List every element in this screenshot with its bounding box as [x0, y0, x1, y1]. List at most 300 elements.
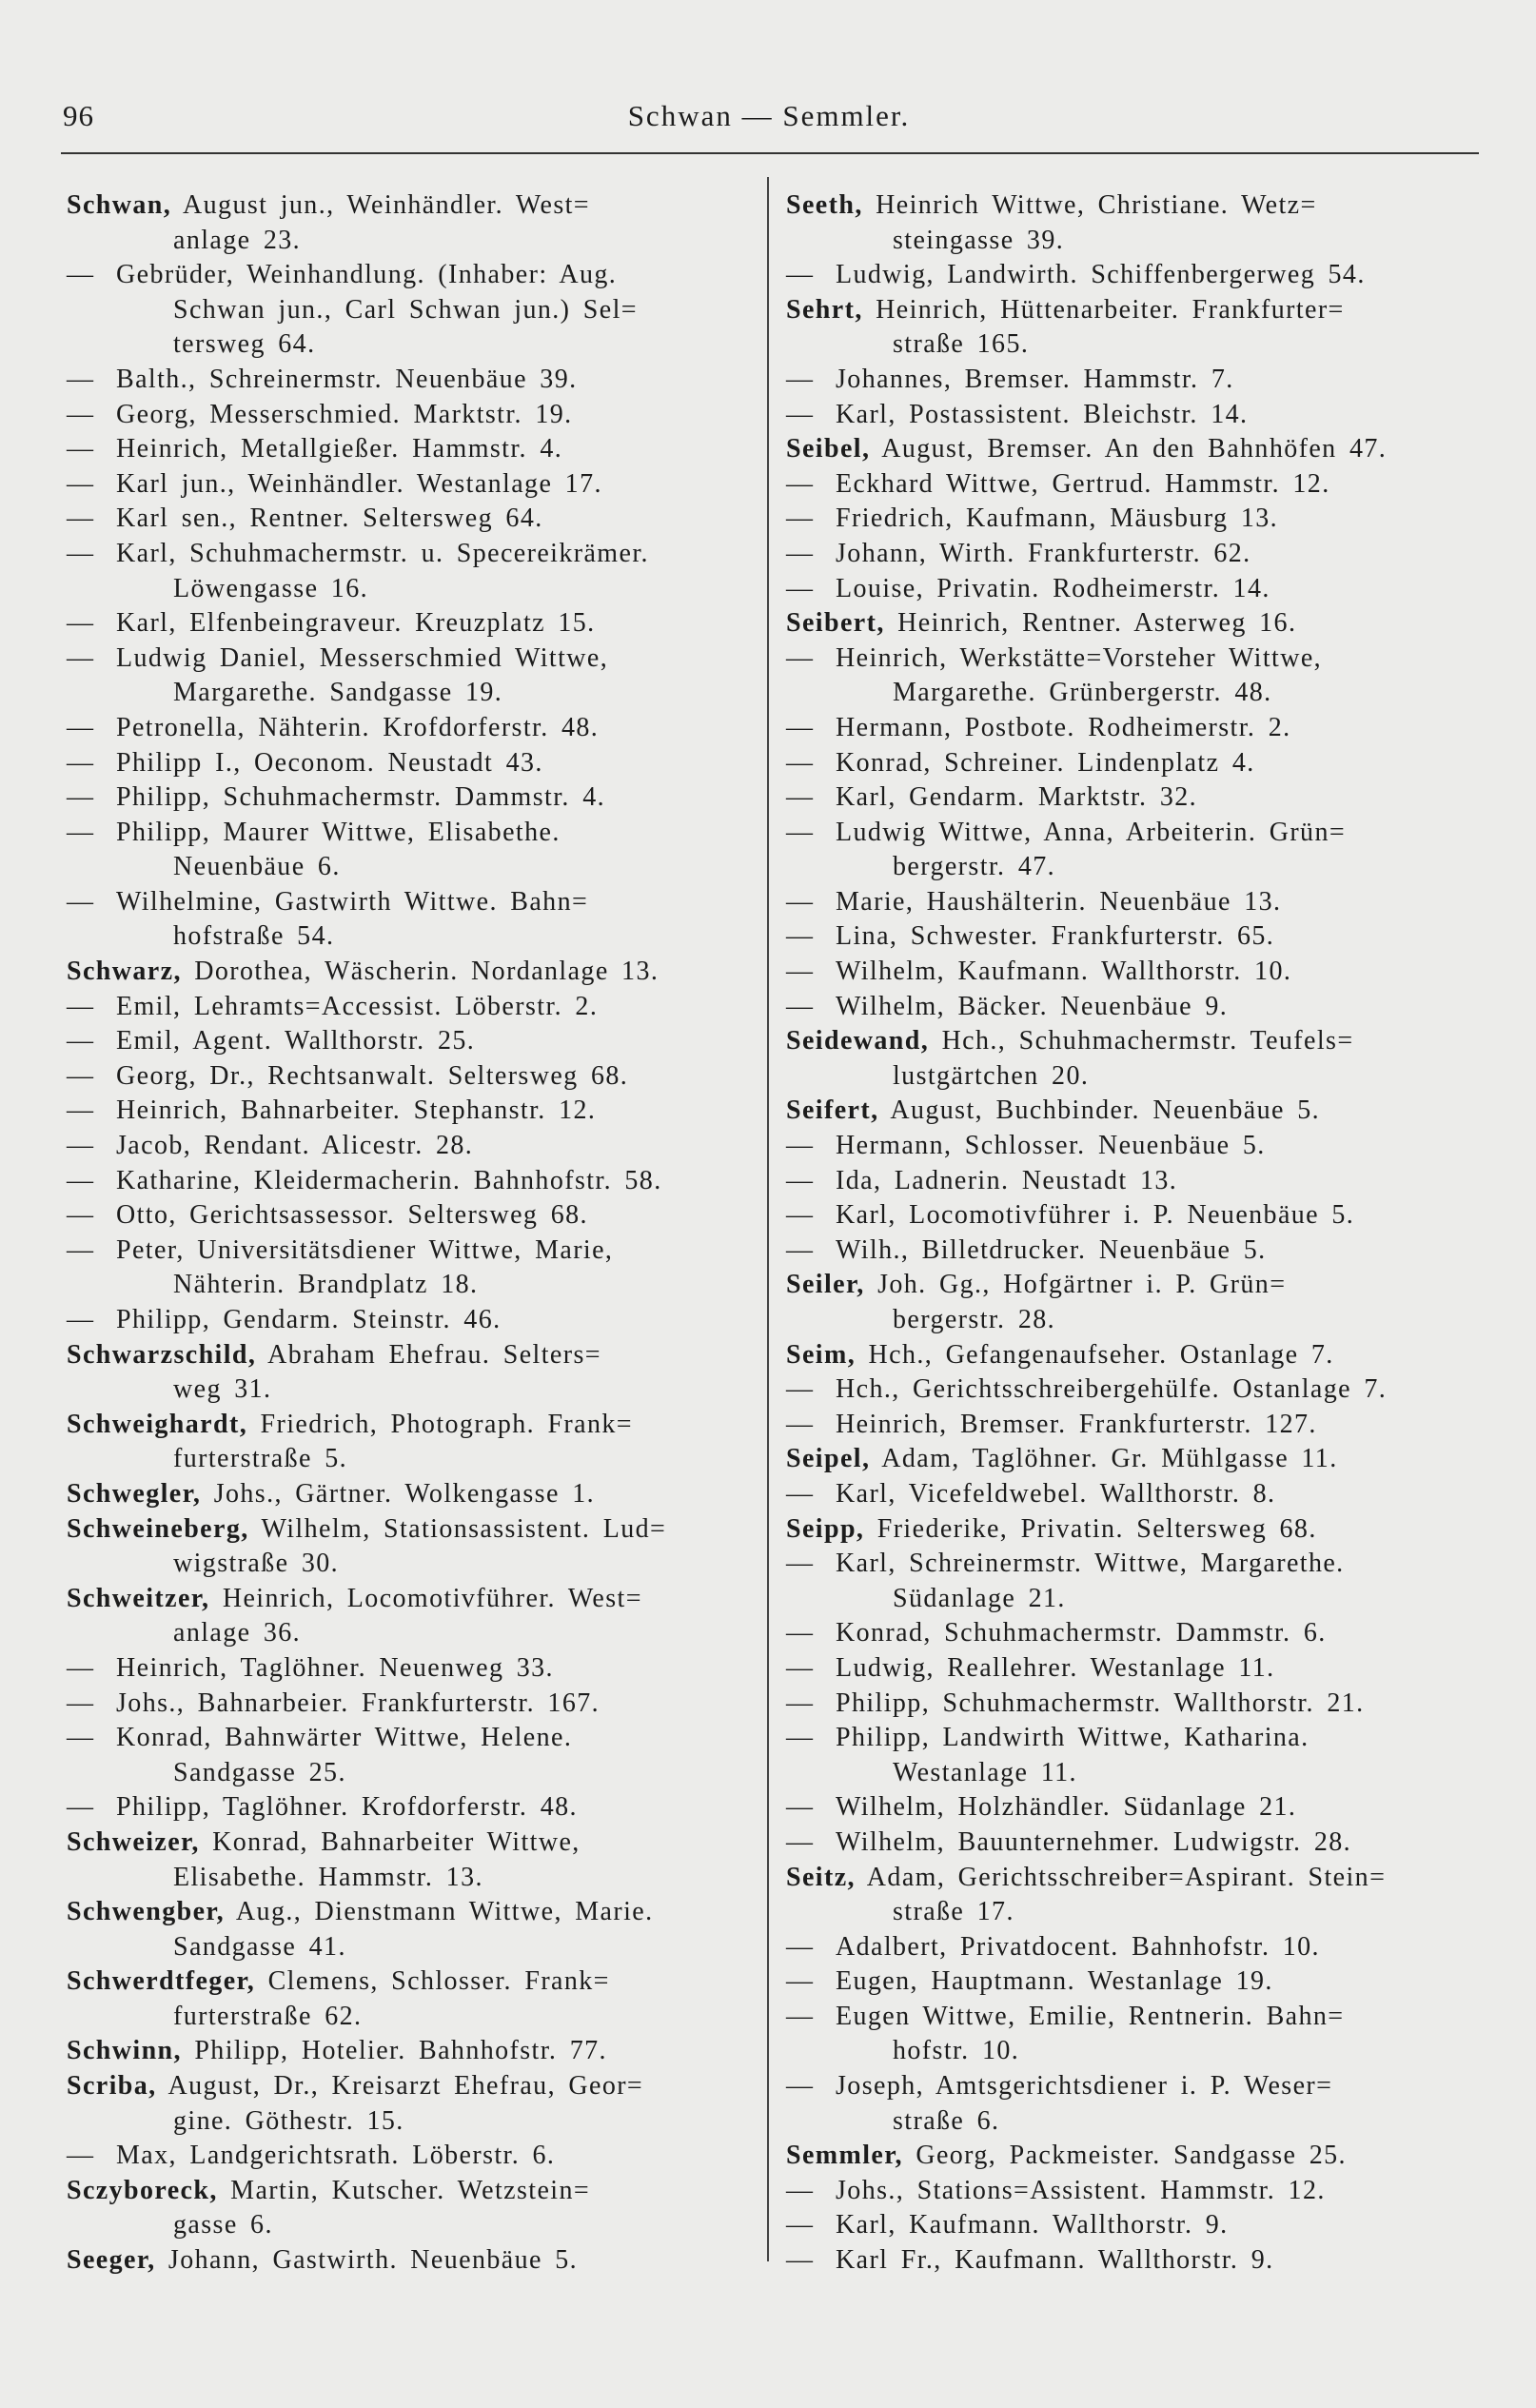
entry-text: Johs., Bahnarbeier. Frankfurterstr. 167.	[116, 1688, 601, 1718]
directory-entry	[786, 572, 1481, 607]
directory-entry	[786, 1826, 1481, 1861]
entry-text: Philipp I., Oeconom. Neustadt 43.	[116, 747, 543, 778]
directory-entry	[67, 398, 761, 433]
entry-text: Heinrich, Locomotivführer. West=	[222, 1583, 642, 1613]
entry-first-line	[786, 1477, 1481, 1512]
entry-text: Joh. Gg., Hofgärtner i. P. Grün=	[877, 1270, 1287, 1300]
repeat-dash: —	[67, 260, 95, 290]
entry-text: Emil, Agent. Wallthorstr. 25.	[116, 1026, 476, 1056]
directory-entry	[786, 2139, 1481, 2174]
entry-text: Karl, Locomotivführer i. P. Neuenbäue 5.	[836, 1200, 1355, 1231]
entry-text: Konrad, Bahnwärter Wittwe, Helene.	[116, 1723, 573, 1753]
entry-text: Philipp, Maurer Wittwe, Elisabethe.	[116, 817, 561, 847]
entry-text: Karl, Vicefeldwebel. Wallthorstr. 8.	[836, 1478, 1276, 1509]
entry-first-line	[786, 919, 1481, 955]
entry-continuation-line	[786, 1895, 1481, 1930]
repeat-dash: —	[786, 2001, 815, 2031]
entry-continuation-line	[67, 919, 761, 955]
entry-text: wigstraße 30.	[173, 1549, 340, 1579]
entry-text: Aug., Dienstmann Wittwe, Marie.	[235, 1897, 654, 1927]
directory-entry	[67, 746, 761, 781]
surname: Semmler,	[786, 2141, 903, 2171]
entry-text: Louise, Privatin. Rodheimerstr. 14.	[836, 573, 1270, 603]
entry-first-line	[786, 1094, 1481, 1129]
entry-continuation-line	[67, 1756, 761, 1791]
directory-entry	[67, 2069, 761, 2139]
entry-continuation-line	[786, 1756, 1481, 1791]
entry-first-line	[67, 1303, 761, 1338]
entry-text: Wilhelm, Bauunternehmer. Ludwigstr. 28.	[836, 1826, 1352, 1857]
entry-text: Heinrich, Bremser. Frankfurterstr. 127.	[836, 1409, 1317, 1439]
directory-entry	[786, 1616, 1481, 1651]
directory-entry	[786, 1024, 1481, 1094]
surname: Seibert,	[786, 608, 885, 639]
directory-entry	[786, 2243, 1481, 2279]
directory-entry	[786, 1687, 1481, 1722]
surname: Scriba,	[67, 2071, 157, 2102]
entry-first-line	[67, 955, 761, 990]
directory-entry	[786, 1234, 1481, 1269]
entry-continuation-line	[786, 850, 1481, 885]
entry-first-line	[67, 1234, 761, 1269]
entry-text: August, Buchbinder. Neuenbäue 5.	[890, 1095, 1321, 1126]
surname: Schwarz,	[67, 957, 182, 987]
entry-text: Nähterin. Brandplatz 18.	[173, 1270, 479, 1300]
entry-first-line	[67, 816, 761, 851]
entry-text: Jacob, Rendant. Alicestr. 28.	[116, 1131, 474, 1161]
entry-continuation-line	[67, 2208, 761, 2243]
entry-text: Max, Landgerichtsrath. Löberstr. 6.	[116, 2141, 556, 2171]
directory-entry	[67, 2243, 761, 2279]
entry-first-line	[67, 537, 761, 572]
surname: Schweitzer,	[67, 1583, 210, 1613]
repeat-dash: —	[67, 1305, 95, 1334]
entry-text: Karl Fr., Kaufmann. Wallthorstr. 9.	[836, 2245, 1274, 2276]
entry-first-line	[786, 572, 1481, 607]
directory-entry	[67, 1895, 761, 1964]
directory-entry	[786, 1129, 1481, 1164]
entry-first-line	[786, 467, 1481, 503]
repeat-dash: —	[786, 817, 815, 847]
directory-entry	[786, 919, 1481, 955]
entry-text: Philipp, Schuhmachermstr. Wallthorstr. 21.	[836, 1688, 1365, 1718]
repeat-dash: —	[67, 1234, 95, 1265]
directory-entry	[786, 467, 1481, 503]
directory-entry	[67, 1129, 761, 1164]
surname: Schweizer,	[67, 1826, 200, 1857]
surname: Sczyboreck,	[67, 2175, 218, 2205]
entry-text: hofstr. 10.	[893, 2036, 1020, 2066]
directory-entry	[786, 1964, 1481, 2000]
directory-entry	[67, 1164, 761, 1199]
entry-text: lustgärtchen 20.	[893, 1060, 1090, 1091]
entry-text: Hch., Schuhmachermstr. Teufels=	[941, 1026, 1354, 1056]
repeat-dash: —	[786, 1618, 815, 1648]
directory-entry	[786, 293, 1481, 363]
entry-text: Otto, Gerichtsassessor. Seltersweg 68.	[116, 1200, 588, 1231]
entry-first-line	[786, 1129, 1481, 1164]
entry-first-line	[67, 2243, 761, 2279]
surname: Seitz,	[786, 1862, 856, 1892]
directory-entry	[786, 1790, 1481, 1826]
entry-first-line	[786, 2243, 1481, 2279]
entry-text: Wilhelm, Stationsassistent. Lud=	[261, 1513, 667, 1544]
entry-text: anlage 36.	[173, 1618, 302, 1648]
entry-text: Heinrich, Hüttenarbeiter. Frankfurter=	[876, 294, 1345, 325]
entry-first-line	[67, 1687, 761, 1722]
entry-text: Eugen Wittwe, Emilie, Rentnerin. Bahn=	[836, 2001, 1345, 2031]
repeat-dash: —	[786, 2210, 815, 2240]
repeat-dash: —	[786, 399, 815, 429]
entry-first-line	[67, 1790, 761, 1826]
repeat-dash: —	[786, 1966, 815, 1997]
repeat-dash: —	[786, 747, 815, 778]
entry-text: Sandgasse 41.	[173, 1931, 346, 1962]
directory-entry	[786, 816, 1481, 885]
entry-first-line	[67, 780, 761, 816]
directory-entry	[786, 990, 1481, 1025]
surname: Seim,	[786, 1339, 857, 1370]
entry-text: Clemens, Schlosser. Frank=	[267, 1966, 610, 1997]
repeat-dash: —	[786, 642, 815, 673]
directory-entry	[786, 1372, 1481, 1408]
entry-text: Wilhelm, Holzhändler. Südanlage 21.	[836, 1792, 1297, 1823]
entry-text: Friederike, Privatin. Seltersweg 68.	[876, 1513, 1317, 1544]
entry-text: Karl, Schuhmachermstr. u. Specereikrämer.	[116, 538, 649, 568]
directory-entry	[786, 2069, 1481, 2139]
directory-entry	[786, 1442, 1481, 1477]
repeat-dash: —	[786, 886, 815, 917]
repeat-dash: —	[786, 2245, 815, 2276]
directory-entry	[786, 1547, 1481, 1616]
entry-first-line	[786, 1687, 1481, 1722]
repeat-dash: —	[67, 364, 95, 394]
entry-text: straße 6.	[893, 2105, 1000, 2136]
entry-text: Martin, Kutscher. Wetzstein=	[230, 2175, 591, 2205]
entry-first-line	[786, 711, 1481, 746]
repeat-dash: —	[67, 747, 95, 778]
directory-entry	[67, 537, 761, 606]
entry-first-line	[786, 746, 1481, 781]
repeat-dash: —	[786, 991, 815, 1021]
directory-entry	[67, 1408, 761, 1477]
repeat-dash: —	[67, 468, 95, 499]
directory-entry	[67, 1582, 761, 1651]
entry-continuation-line	[786, 676, 1481, 711]
entry-first-line	[67, 1338, 761, 1373]
entry-text: Georg, Dr., Rechtsanwalt. Seltersweg 68.	[116, 1060, 629, 1091]
running-title: Schwan — Semmler.	[627, 99, 911, 132]
directory-entry	[786, 780, 1481, 816]
entry-first-line	[786, 816, 1481, 851]
entry-first-line	[786, 1024, 1481, 1059]
repeat-dash: —	[786, 1165, 815, 1195]
entry-text: Karl jun., Weinhändler. Westanlage 17.	[116, 468, 602, 499]
entry-text: anlage 23.	[173, 225, 302, 255]
entry-first-line	[786, 1198, 1481, 1234]
repeat-dash: —	[67, 1688, 95, 1718]
entry-text: Philipp, Landwirth Wittwe, Katharina.	[836, 1723, 1310, 1753]
directory-entry	[786, 398, 1481, 433]
entry-text: Karl, Kaufmann. Wallthorstr. 9.	[836, 2210, 1229, 2240]
directory-entry	[67, 1234, 761, 1303]
directory-entry	[67, 1198, 761, 1234]
surname: Schwengber,	[67, 1897, 226, 1927]
entry-text: furterstraße 62.	[173, 2001, 363, 2031]
entry-first-line	[67, 1408, 761, 1443]
directory-entry	[67, 1721, 761, 1790]
directory-entry	[67, 990, 761, 1025]
directory-entry	[67, 363, 761, 398]
repeat-dash: —	[786, 921, 815, 952]
entry-first-line	[67, 885, 761, 920]
entry-first-line	[67, 711, 761, 746]
header-rule	[61, 152, 1479, 154]
entry-first-line	[67, 363, 761, 398]
directory-entry	[786, 2208, 1481, 2243]
repeat-dash: —	[786, 1409, 815, 1439]
entry-first-line	[786, 1547, 1481, 1582]
entry-first-line	[786, 1408, 1481, 1443]
entry-first-line	[786, 1616, 1481, 1651]
repeat-dash: —	[67, 817, 95, 847]
entry-continuation-line	[786, 327, 1481, 363]
surname: Seidewand,	[786, 1026, 930, 1056]
entry-continuation-line	[67, 1547, 761, 1582]
entry-text: gine. Göthestr. 15.	[173, 2105, 404, 2136]
repeat-dash: —	[67, 399, 95, 429]
directory-entry	[67, 1024, 761, 1059]
surname: Seipel,	[786, 1444, 871, 1474]
repeat-dash: —	[67, 1131, 95, 1161]
directory-entry	[67, 1651, 761, 1687]
entry-text: furterstraße 5.	[173, 1444, 348, 1474]
entry-text: Johann, Wirth. Frankfurterstr. 62.	[836, 538, 1251, 568]
entry-text: Katharine, Kleidermacherin. Bahnhofstr. 58.	[116, 1165, 662, 1195]
entry-first-line	[786, 780, 1481, 816]
entry-text: Westanlage 11.	[893, 1757, 1077, 1787]
entry-text: Philipp, Taglöhner. Krofdorferstr. 48.	[116, 1792, 578, 1823]
directory-entry	[786, 1861, 1481, 1930]
entry-continuation-line	[67, 224, 761, 259]
left-column	[67, 188, 761, 2279]
directory-entry	[786, 188, 1481, 258]
directory-entry	[67, 432, 761, 467]
entry-first-line	[786, 1964, 1481, 2000]
entry-continuation-line	[786, 2034, 1481, 2069]
directory-entry	[67, 258, 761, 363]
entry-first-line	[67, 606, 761, 641]
entry-text: August, Dr., Kreisarzt Ehefrau, Geor=	[167, 2071, 644, 2102]
surname: Schweineberg,	[67, 1513, 249, 1544]
directory-entry	[67, 2139, 761, 2174]
entry-text: Eckhard Wittwe, Gertrud. Hammstr. 12.	[836, 468, 1330, 499]
repeat-dash: —	[786, 712, 815, 742]
entry-text: Heinrich Wittwe, Christiane. Wetz=	[876, 190, 1317, 220]
entry-text: Konrad, Schreiner. Lindenplatz 4.	[836, 747, 1255, 778]
entry-text: Ludwig, Reallehrer. Westanlage 11.	[836, 1652, 1275, 1683]
directory-entry	[67, 1512, 761, 1582]
directory-entry	[67, 1094, 761, 1129]
entry-first-line	[786, 1164, 1481, 1199]
entry-text: Gebrüder, Weinhandlung. (Inhaber: Aug.	[116, 260, 618, 290]
directory-entry	[786, 1198, 1481, 1234]
directory-entry	[786, 2000, 1481, 2069]
directory-entry	[786, 711, 1481, 746]
entry-text: Adam, Gerichtsschreiber=Aspirant. Stein=	[866, 1862, 1387, 1892]
entry-first-line	[67, 1024, 761, 1059]
entry-first-line	[786, 1512, 1481, 1548]
entry-first-line	[786, 1234, 1481, 1269]
entry-continuation-line	[67, 676, 761, 711]
entry-text: August jun., Weinhändler. West=	[183, 190, 590, 220]
repeat-dash: —	[786, 1652, 815, 1683]
entry-first-line	[786, 1861, 1481, 1896]
entry-text: Johs., Gärtner. Wolkengasse 1.	[213, 1478, 595, 1509]
entry-text: Hch., Gefangenaufseher. Ostanlage 7.	[868, 1339, 1334, 1370]
entry-text: Konrad, Bahnarbeiter Wittwe,	[212, 1826, 581, 1857]
entry-first-line	[67, 1964, 761, 2000]
repeat-dash: —	[786, 1200, 815, 1231]
directory-entry	[67, 606, 761, 641]
entry-continuation-line	[67, 572, 761, 607]
entry-first-line	[67, 1895, 761, 1930]
entry-first-line	[67, 1582, 761, 1617]
entry-first-line	[67, 188, 761, 224]
repeat-dash: —	[786, 1723, 815, 1753]
entry-first-line	[786, 641, 1481, 677]
repeat-dash: —	[67, 538, 95, 568]
directory-entry	[67, 711, 761, 746]
entry-first-line	[67, 1129, 761, 1164]
entry-text: Heinrich, Rentner. Asterweg 16.	[897, 608, 1297, 639]
directory-entry	[67, 1338, 761, 1408]
entry-first-line	[786, 1651, 1481, 1687]
directory-entry	[67, 1687, 761, 1722]
directory-entry	[786, 885, 1481, 920]
entry-text: Wilhelmine, Gastwirth Wittwe. Bahn=	[116, 886, 589, 917]
repeat-dash: —	[786, 1688, 815, 1718]
entry-first-line	[67, 502, 761, 537]
entry-text: Johannes, Bremser. Hammstr. 7.	[836, 364, 1234, 394]
entry-text: Heinrich, Bahnarbeiter. Stephanstr. 12.	[116, 1095, 597, 1126]
entry-first-line	[786, 1826, 1481, 1861]
entry-text: Ludwig Wittwe, Anna, Arbeiterin. Grün=	[836, 817, 1347, 847]
entry-continuation-line	[67, 850, 761, 885]
entry-first-line	[67, 1059, 761, 1095]
entry-text: Südanlage 21.	[893, 1583, 1066, 1613]
repeat-dash: —	[67, 434, 95, 464]
entry-first-line	[786, 2208, 1481, 2243]
entry-first-line	[67, 1512, 761, 1548]
entry-first-line	[786, 1930, 1481, 1965]
directory-entry	[67, 188, 761, 258]
surname: Seibel,	[786, 434, 871, 464]
directory-entry	[67, 1826, 761, 1895]
entry-text: bergerstr. 28.	[893, 1305, 1056, 1334]
repeat-dash: —	[67, 1652, 95, 1683]
repeat-dash: —	[786, 364, 815, 394]
surname: Seipp,	[786, 1513, 865, 1544]
entry-first-line	[67, 1164, 761, 1199]
entry-text: Schwan jun., Carl Schwan jun.) Sel=	[173, 294, 638, 325]
repeat-dash: —	[67, 608, 95, 639]
entry-text: Wilh., Billetdrucker. Neuenbäue 5.	[836, 1234, 1267, 1265]
entry-first-line	[67, 2139, 761, 2174]
entry-continuation-line	[786, 1582, 1481, 1617]
repeat-dash: —	[786, 1478, 815, 1509]
entry-text: Petronella, Nähterin. Krofdorferstr. 48.	[116, 712, 600, 742]
entry-first-line	[67, 1198, 761, 1234]
entry-text: Johann, Gastwirth. Neuenbäue 5.	[167, 2245, 579, 2276]
entry-first-line	[786, 1268, 1481, 1303]
directory-entry	[67, 1303, 761, 1338]
entry-first-line	[786, 363, 1481, 398]
entry-text: weg 31.	[173, 1374, 272, 1405]
entry-text: Konrad, Schuhmachermstr. Dammstr. 6.	[836, 1618, 1327, 1648]
entry-text: Ida, Ladnerin. Neustadt 13.	[836, 1165, 1178, 1195]
entry-text: Karl, Schreinermstr. Wittwe, Margarethe.	[836, 1549, 1345, 1579]
surname: Sehrt,	[786, 294, 863, 325]
entry-first-line	[67, 2034, 761, 2069]
entry-text: Hermann, Postbote. Rodheimerstr. 2.	[836, 712, 1291, 742]
entry-text: straße 165.	[893, 329, 1030, 360]
entry-first-line	[786, 1372, 1481, 1408]
entry-first-line	[67, 1826, 761, 1861]
entry-first-line	[786, 1442, 1481, 1477]
entry-first-line	[67, 746, 761, 781]
page-header	[63, 99, 1475, 137]
surname: Seiler,	[786, 1270, 865, 1300]
right-column	[786, 188, 1481, 2279]
directory-entry	[786, 1338, 1481, 1373]
entry-text: Friedrich, Kaufmann, Mäusburg 13.	[836, 503, 1279, 534]
surname: Seeth,	[786, 190, 863, 220]
entry-text: Abraham Ehefrau. Selters=	[267, 1339, 601, 1370]
directory-entry	[786, 746, 1481, 781]
directory-entry	[67, 885, 761, 955]
directory-entry	[786, 955, 1481, 990]
entry-text: Karl sen., Rentner. Seltersweg 64.	[116, 503, 543, 534]
directory-entry	[67, 1059, 761, 1095]
entry-continuation-line	[67, 1442, 761, 1477]
entry-text: Georg, Packmeister. Sandgasse 25.	[916, 2141, 1347, 2171]
entry-text: Heinrich, Metallgießer. Hammstr. 4.	[116, 434, 563, 464]
repeat-dash: —	[67, 1060, 95, 1091]
entry-text: Philipp, Schuhmachermstr. Dammstr. 4.	[116, 782, 605, 813]
entry-text: Ludwig, Landwirth. Schiffenbergerweg 54.	[836, 260, 1366, 290]
directory-entry	[67, 2174, 761, 2243]
entry-text: tersweg 64.	[173, 329, 316, 360]
entry-first-line	[786, 2000, 1481, 2035]
entry-continuation-line	[786, 224, 1481, 259]
directory-entry	[786, 1477, 1481, 1512]
entry-first-line	[786, 258, 1481, 293]
repeat-dash: —	[67, 642, 95, 673]
directory-entry	[67, 816, 761, 885]
directory-entry	[786, 1408, 1481, 1443]
entry-continuation-line	[67, 327, 761, 363]
repeat-dash: —	[786, 957, 815, 987]
repeat-dash: —	[67, 1165, 95, 1195]
directory-entry	[786, 502, 1481, 537]
repeat-dash: —	[67, 1792, 95, 1823]
repeat-dash: —	[67, 886, 95, 917]
entry-first-line	[786, 1338, 1481, 1373]
directory-entry	[67, 1790, 761, 1826]
entry-text: Friedrich, Photograph. Frank=	[260, 1409, 633, 1439]
entry-text: Hch., Gerichtsschreibergehülfe. Ostanlage 7.	[836, 1374, 1388, 1405]
